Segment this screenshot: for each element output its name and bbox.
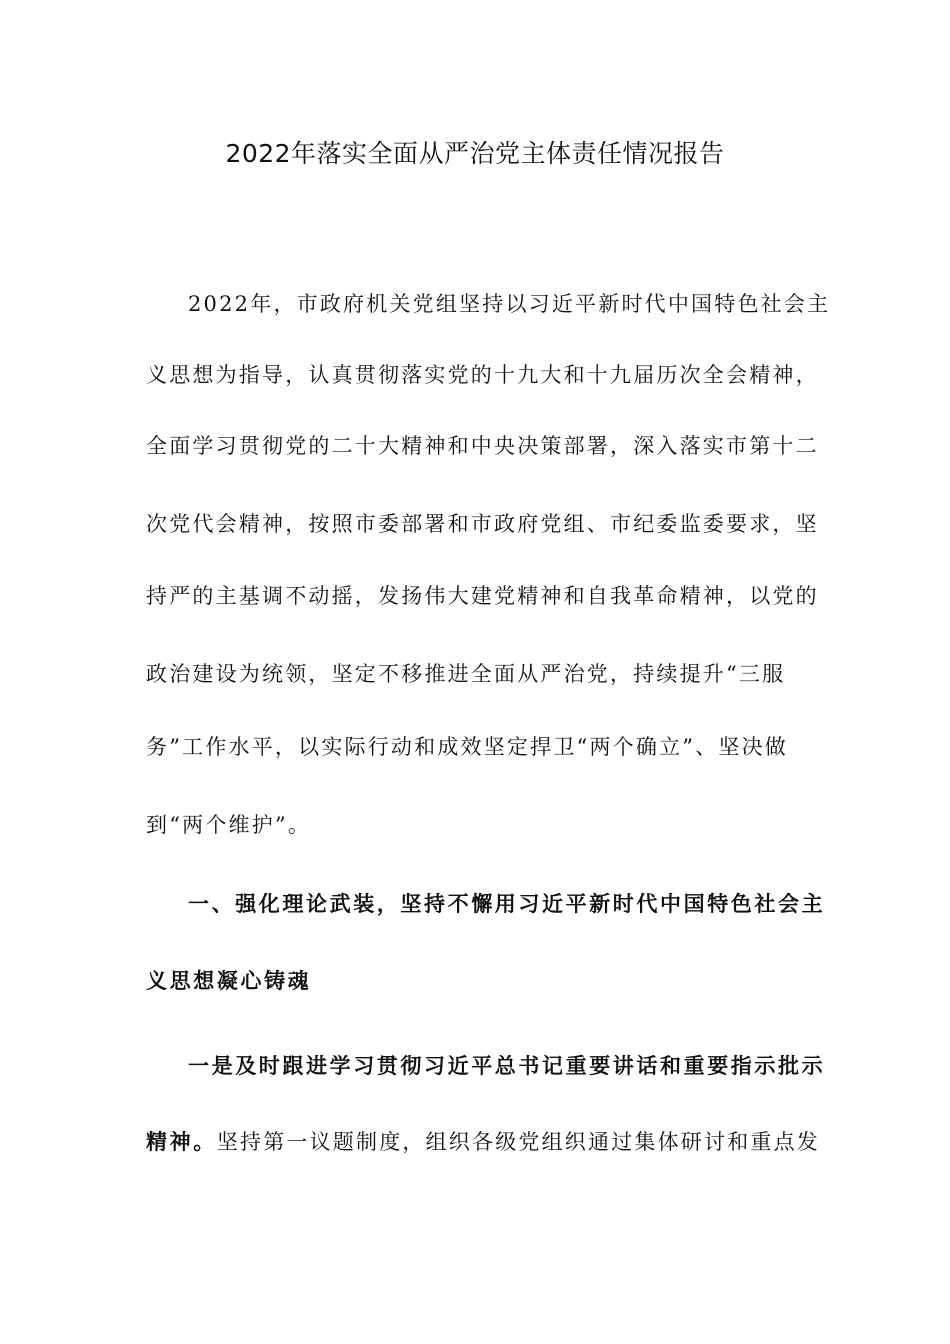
paragraph-2-line-1: 一是及时跟进学习贯彻习近平总书记重要讲话和重要指示批示 bbox=[188, 1054, 826, 1078]
paragraph-1-line-2: 义思想为指导，认真贯彻落实党的十九大和十九届历次全会精神， bbox=[146, 363, 819, 387]
paragraph-1-line-5: 持严的主基调不动摇，发扬伟大建党精神和自我革命精神，以党的 bbox=[146, 584, 819, 608]
paragraph-2-lead-phrase: 精神。 bbox=[146, 1130, 217, 1154]
paragraph-1-line-1: 2022年，市政府机关党组坚持以习近平新时代中国特色社会主 bbox=[188, 292, 831, 316]
paragraph-1-line-3: 全面学习贯彻党的二十大精神和中央决策部署，深入落实市第十二 bbox=[146, 434, 819, 458]
section-heading-line-1: 一、强化理论武装，坚持不懈用习近平新时代中国特色社会主 bbox=[188, 892, 826, 916]
paragraph-1-line-6: 政治建设为统领，坚定不移推进全面从严治党，持续提升“三服 bbox=[146, 662, 786, 686]
paragraph-1-line-8: 到“两个维护”。 bbox=[146, 813, 312, 837]
paragraph-2-body-text: 坚持第一议题制度，组织各级党组织通过集体研讨和重点发 bbox=[216, 1130, 821, 1154]
paragraph-1-line-4: 次党代会精神，按照市委部署和市政府党组、市纪委监委要求，坚 bbox=[146, 512, 819, 536]
document-title: 2022年落实全面从严治党主体责任情况报告 bbox=[225, 139, 725, 168]
paragraph-2-line-2 bbox=[146, 1124, 820, 1160]
paragraph-1-line-7: 务”工作水平，以实际行动和成效坚定捍卫“两个确立”、坚决做 bbox=[146, 735, 789, 759]
section-heading-line-2: 义思想凝心铸魂 bbox=[146, 969, 312, 993]
